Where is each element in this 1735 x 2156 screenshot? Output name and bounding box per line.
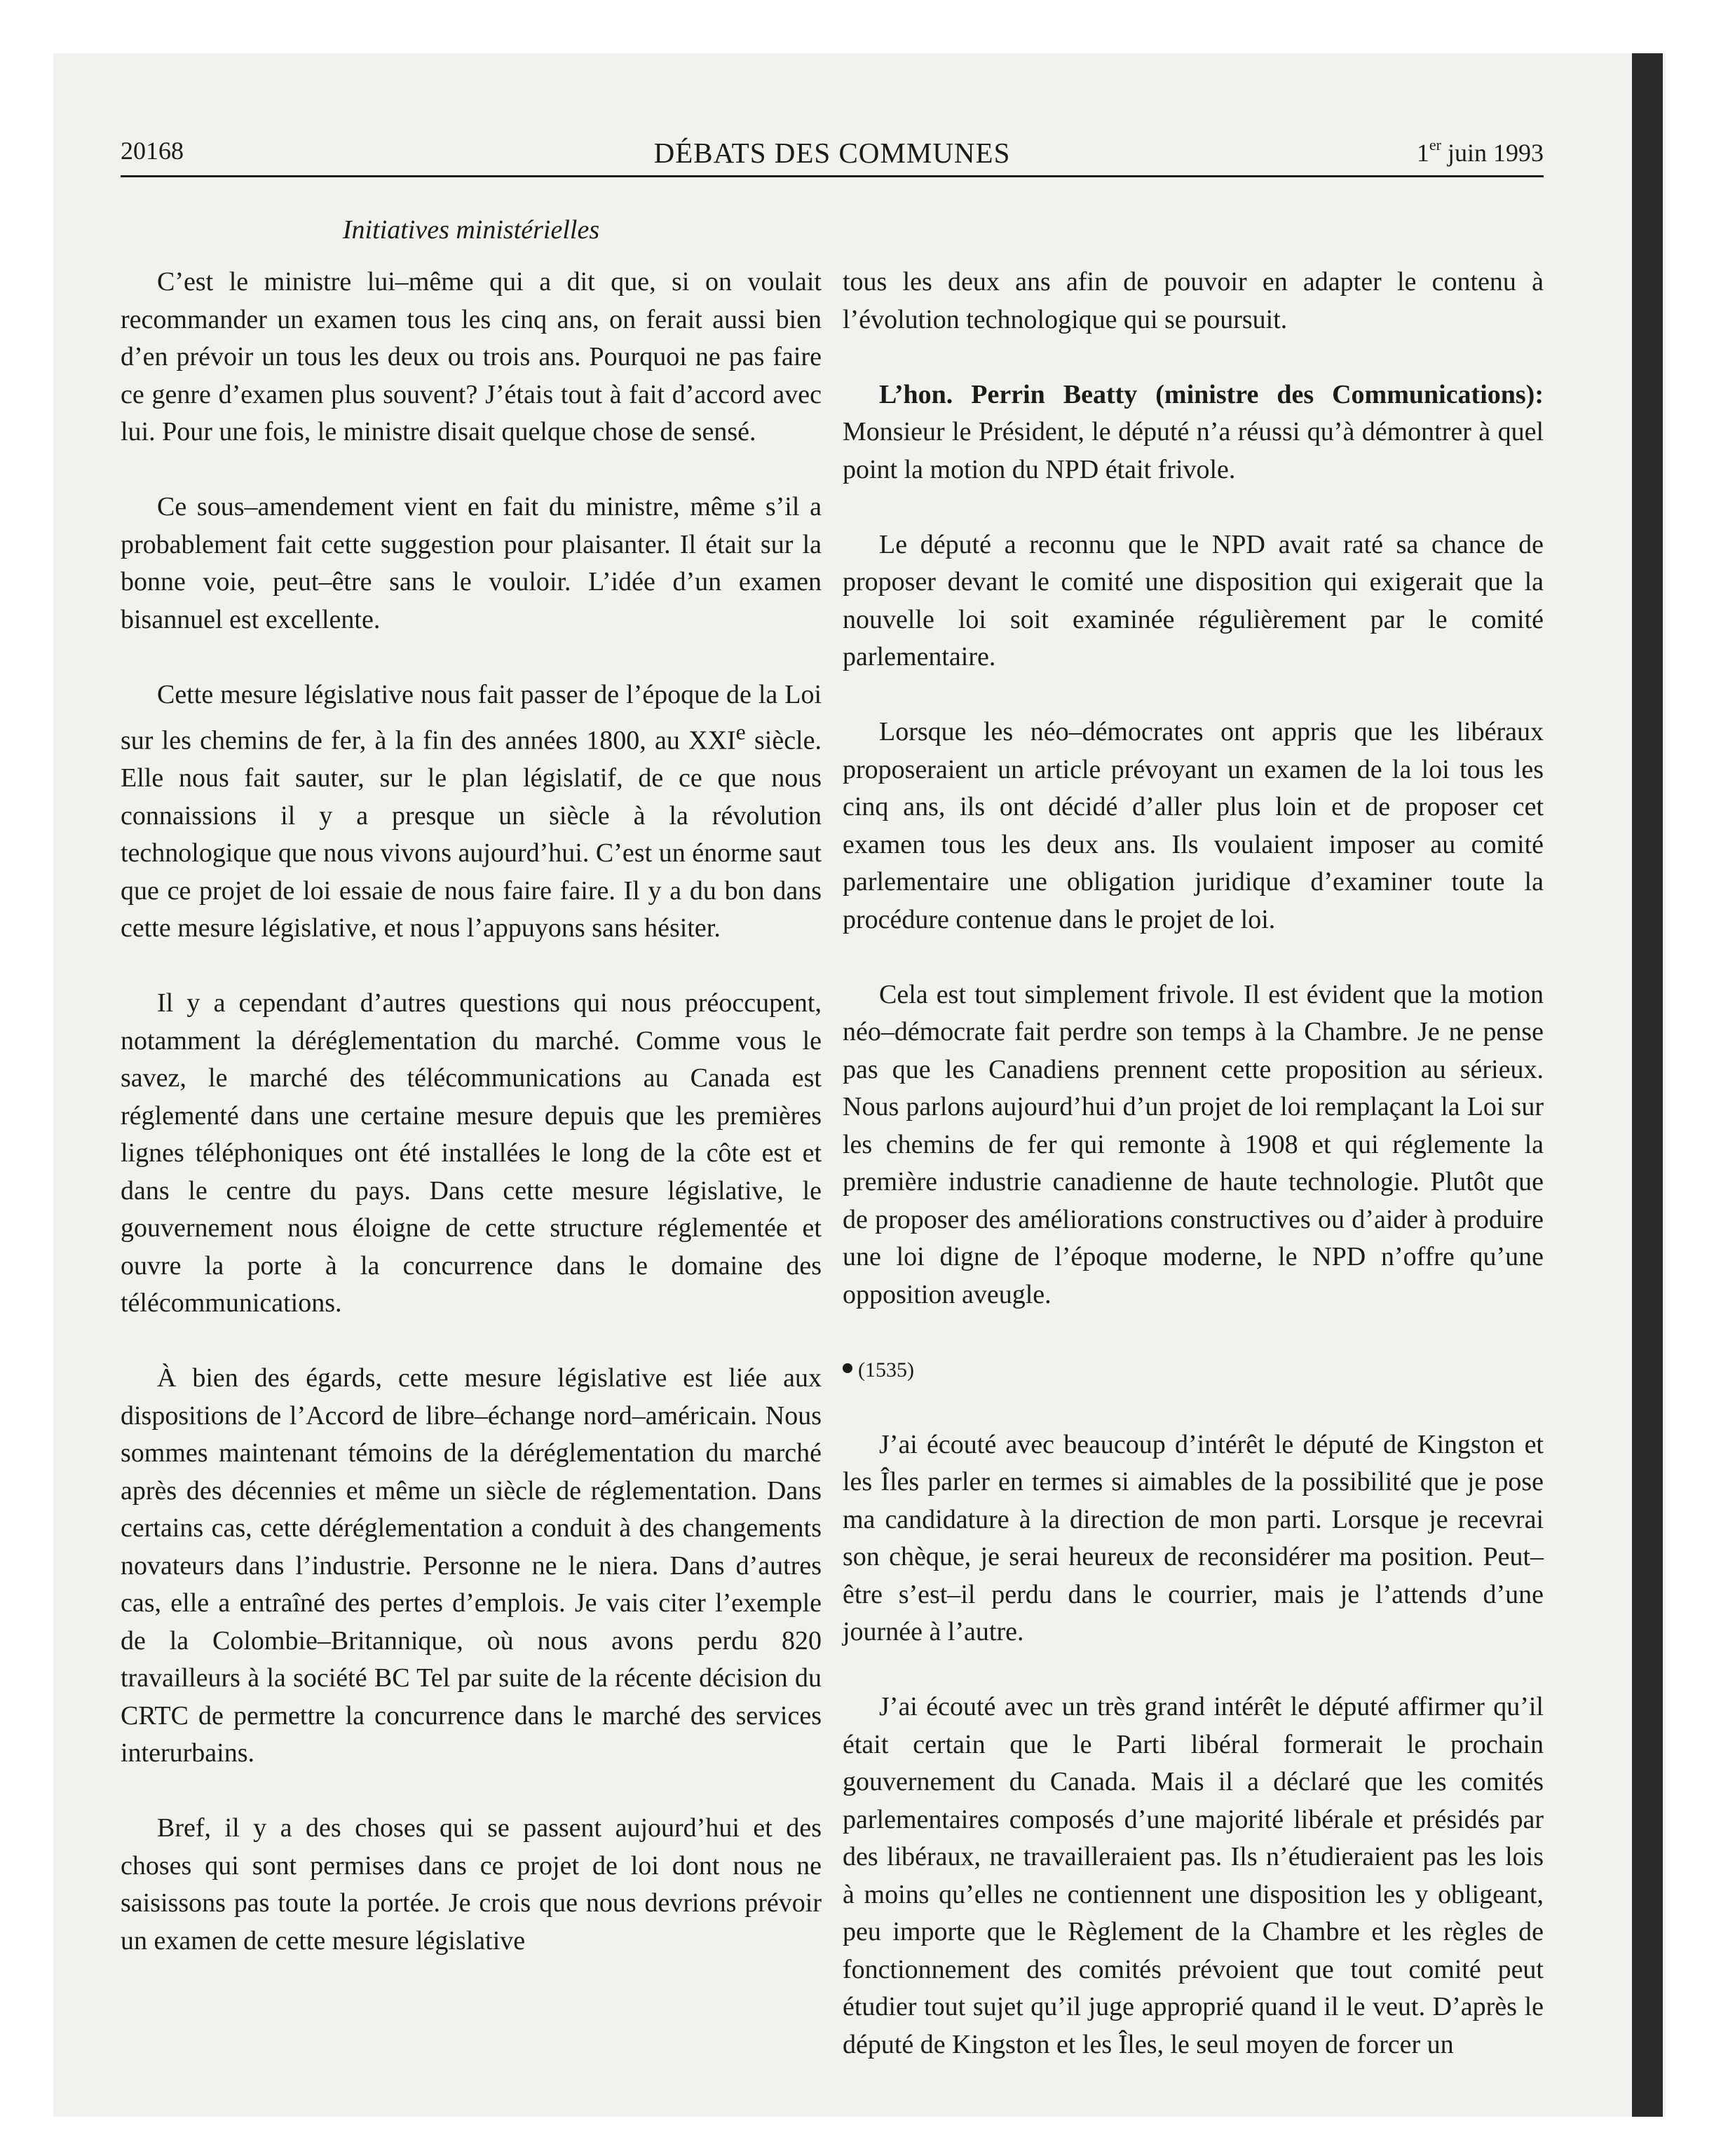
speaker-text: Monsieur le Président, le député n’a réussi qu’à démontrer à quel point la motion du NPD était frivole. [843, 417, 1544, 484]
running-head [121, 136, 1544, 175]
paragraph: Ce sous–amendement vient en fait du ministre, même s’il a probablement fait cette suggestion pour plaisanter. Il était sur la bonne voie, peut–être sans le vouloir. L’idée d’un examen bisannuel est excellente. [121, 492, 822, 634]
paragraph-text: Cette mesure législative nous fait passer de l’époque de la Loi sur les chemins de fer, à la fin des années 1800, au XXI [121, 679, 822, 756]
right-column [843, 264, 1544, 2063]
paragraph [121, 676, 822, 948]
section-title: Initiatives ministérielles [342, 215, 600, 245]
scan-edge-shadow [1632, 53, 1663, 2117]
speaker-name: L’hon. Perrin Beatty (ministre des Communications): [879, 379, 1544, 409]
date-day: 1 [1416, 139, 1429, 167]
speaker-paragraph [843, 376, 1544, 489]
publication-title: DÉBATS DES COMMUNES [653, 137, 1011, 169]
left-column [121, 264, 822, 1960]
paragraph: Lorsque les néo–démocrates ont appris que les libéraux proposeraient un article prévoyant un examen de la loi tous les cinq ans, ils ont décidé d’aller plus loin et de proposer cet examen tous les deux ans. Ils voulaient imposer au comité parlementaire une obligation juridique d’examiner toute la procédure contenue dans le projet de loi. [843, 717, 1544, 934]
paragraph: À bien des égards, cette mesure législative est liée aux dispositions de l’Accord de libre–échange nord–américain. Nous sommes maintenant témoins de la déréglementation du marché après des décennies et même un siècle de réglementation. Dans certains cas, cette déréglementation a conduit à des changements novateurs dans l’industrie. Personne ne le niera. Dans d’autres cas, elle a entraîné des pertes d’emplois. Je vais citer l’exemple de la Colombie–Britannique, où nous avons perdu 820 travailleurs à la société BC Tel par suite de la récente décision du CRTC de permettre la concurrence dans le marché des services interurbains. [121, 1363, 822, 1768]
time-marker-text: (1535) [858, 1358, 914, 1381]
date-month-year: juin 1993 [1441, 139, 1544, 167]
issue-date [1417, 136, 1544, 168]
paragraph-text: siècle. Elle nous fait sauter, sur le plan législatif, de ce que nous connaissions il y a presque un siècle à la révolution technologique que nous vivons aujourd’hui. C’est un énorme saut que ce projet de loi essaie de nous faire faire. Il y a du bon dans cette mesure législative, et nous l’appuyons sans hésiter. [121, 725, 822, 943]
bullet-icon [843, 1363, 852, 1373]
paragraph-continuation: tous les deux ans afin de pouvoir en adapter le contenu à l’évolution technologique qui se poursuit. [843, 267, 1544, 334]
paragraph: C’est le ministre lui–même qui a dit que, si on voulait recommander un examen tous les cinq ans, on ferait aussi bien d’en prévoir un tous les deux ou trois ans. Pourquoi ne pas faire ce genre d’examen plus souvent? J’étais tout à fait d’accord avec lui. Pour une fois, le ministre disait quelque chose de sensé. [121, 267, 822, 446]
paragraph: J’ai écouté avec beaucoup d’intérêt le député de Kingston et les Îles parler en termes si aimables de la possibilité que je pose ma candidature à la direction de mon parti. Lorsque je recevrai son chèque, je serai heureux de reconsidérer ma position. Peut–être s’est–il perdu dans le courrier, mais je l’attends d’une journée à l’autre. [843, 1429, 1544, 1646]
paragraph: Bref, il y a des choses qui se passent aujourd’hui et des choses qui sont permises dans ce projet de loi dont nous ne saisissons pas toute la portée. Je crois que nous devrions prévoir un examen de cette mesure législative [121, 1813, 822, 1956]
paragraph: Le député a reconnu que le NPD avait raté sa chance de proposer devant le comité une disposition qui exigerait que la nouvelle loi soit examinée régulièrement par le comité parlementaire. [843, 529, 1544, 671]
century-superscript: e [735, 720, 746, 744]
header-rule [121, 175, 1544, 177]
page-number: 20168 [121, 137, 184, 165]
paragraph: Cela est tout simplement frivole. Il est évident que la motion néo–démocrate fait perdre son temps à la Chambre. Je ne pense pas que les Canadiens prennent cette proposition au sérieux. Nous parlons aujourd’hui d’un projet de loi remplaçant la Loi sur les chemins de fer qui remonte à 1908 et qui réglemente la première industrie canadienne de haute technologie. Plutôt que de proposer des améliorations constructives ou d’aider à produire une loi digne de l’époque moderne, le NPD n’offre qu’une opposition aveugle. [843, 979, 1544, 1309]
time-marker [843, 1351, 1544, 1389]
paragraph: Il y a cependant d’autres questions qui nous préoccupent, notamment la déréglementation du marché. Comme vous le savez, le marché des télécommunications au Canada est réglementé dans une certaine mesure depuis que les premières lignes téléphoniques ont été installées le long de la côte est et dans le centre du pays. Dans cette mesure législative, le gouvernement nous éloigne de cette structure réglementée et ouvre la porte à la concurrence dans le domaine des télécommunications. [121, 988, 822, 1318]
date-ordinal: er [1429, 136, 1441, 153]
paragraph: J’ai écouté avec un très grand intérêt le député affirmer qu’il était certain que le Parti libéral formerait le prochain gouvernement du Canada. Mais il a déclaré que les comités parlementaires composés d’une majorité libérale et présidés par des libéraux, ne travailleraient pas. Ils n’étudieraient pas les lois à moins qu’elles ne contiennent une disposition les y obligeant, peu importe que le Règlement de la Chambre et les règles de fonctionnement des comités prévoient que tout comité peut étudier tout sujet qu’il juge approprié quand il le veut. D’après le député de Kingston et les Îles, le seul moyen de forcer un [843, 1692, 1544, 2059]
